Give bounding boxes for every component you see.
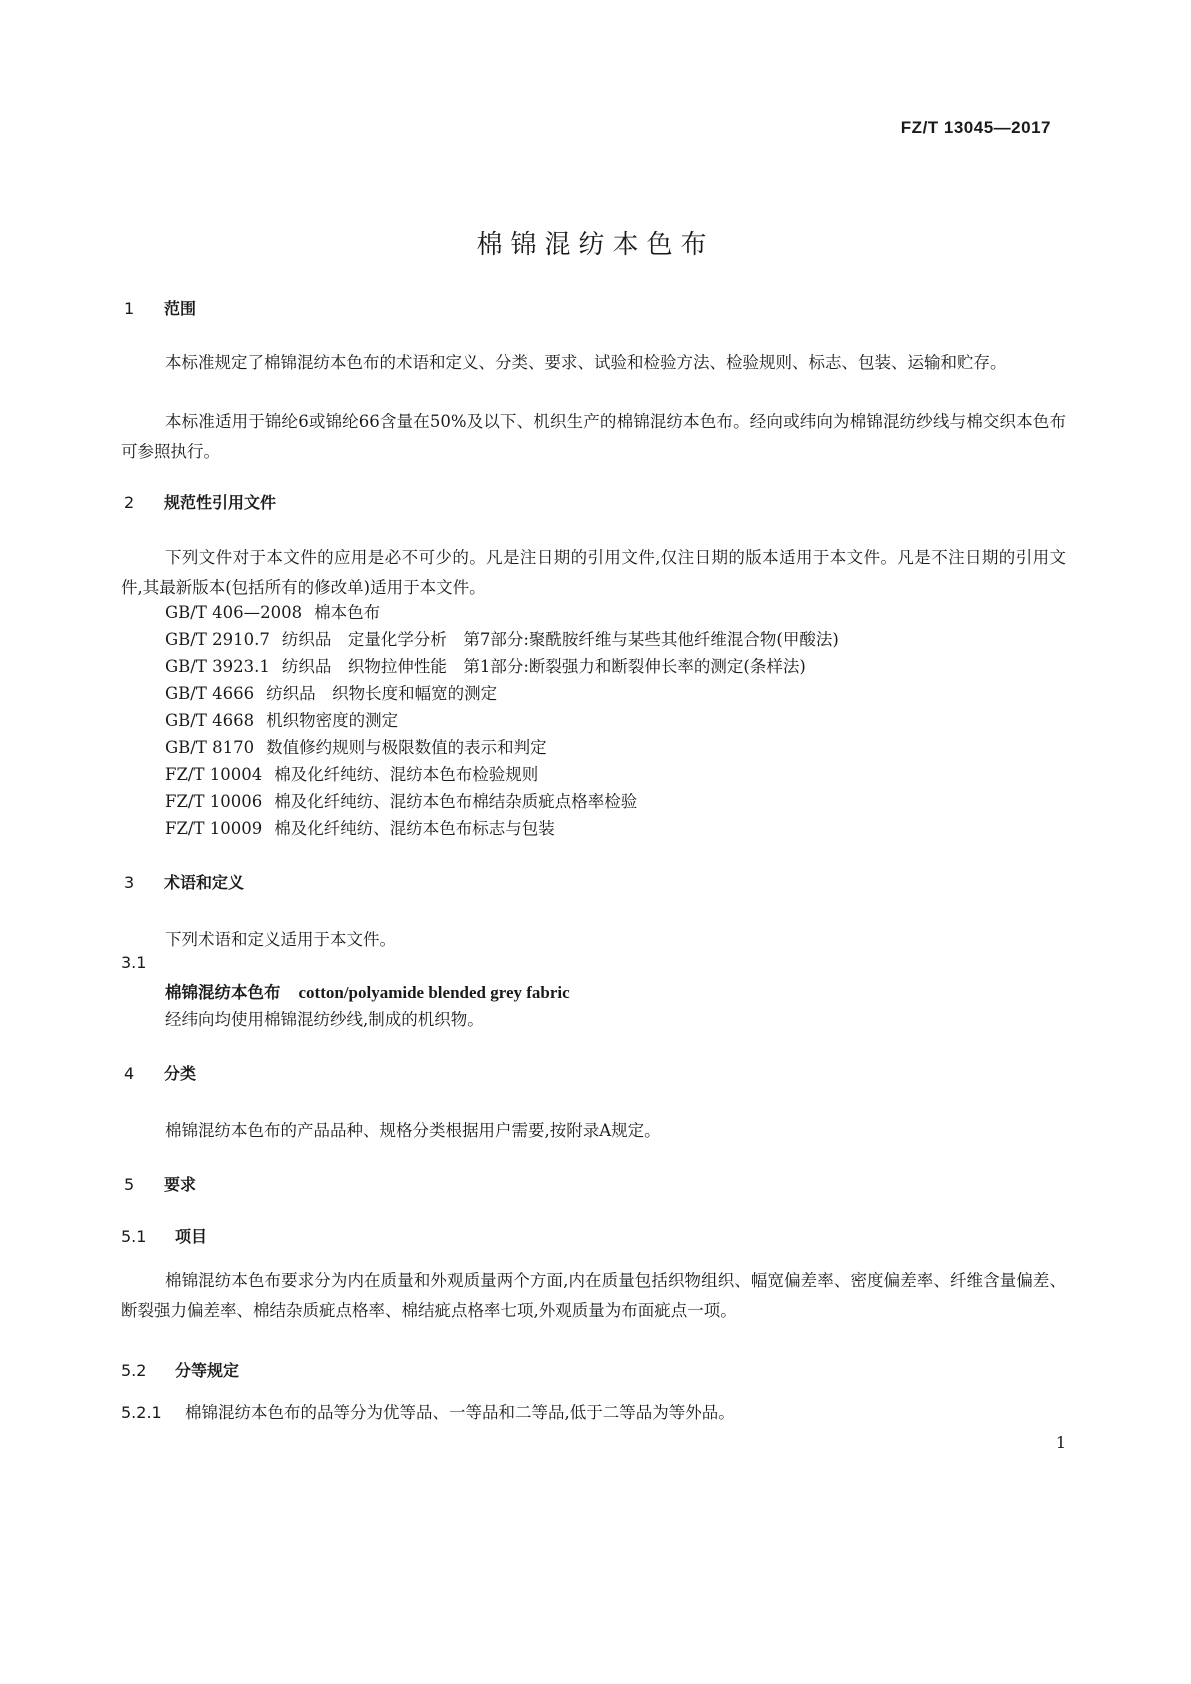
section-5-1-paragraph-1: 棉锦混纺本色布要求分为内在质量和外观质量两个方面,内在质量包括织物组织、幅宽偏差率、密度偏差率、纤维含量偏差、断裂强力偏差率、棉结杂质疵点格率、棉结疵点格率七项,外观质量为布面疵点一项。: [121, 1271, 1066, 1320]
section-3-heading: [124, 870, 244, 893]
section-title: 术语和定义: [164, 873, 245, 892]
section-title: 分类: [164, 1064, 197, 1083]
section-number: 5.2: [121, 1361, 147, 1380]
section-number: 3: [124, 873, 135, 892]
reference-code: FZ/T 10009: [165, 819, 263, 838]
clause-number: 5.2.1: [121, 1403, 162, 1422]
reference-code: GB/T 4668: [165, 711, 255, 730]
reference-title: 纺织品 织物长度和幅宽的测定: [266, 684, 498, 703]
section-2-paragraph-1: 下列文件对于本文件的应用是必不可少的。凡是注日期的引用文件,仅注日期的版本适用于本文件。凡是不注日期的引用文件,其最新版本(包括所有的修改单)适用于本文件。: [121, 548, 1066, 597]
section-2-heading: [124, 490, 276, 513]
normative-reference: [165, 653, 806, 677]
reference-title: 纺织品 织物拉伸性能 第1部分:断裂强力和断裂伸长率的测定(条样法): [281, 657, 806, 676]
section-number: 4: [124, 1064, 135, 1083]
term-entry: [165, 979, 570, 1003]
normative-reference: [165, 815, 555, 839]
section-4-paragraph-1: 棉锦混纺本色布的产品品种、规格分类根据用户需要,按附录A规定。: [165, 1121, 661, 1140]
section-title: 项目: [175, 1227, 208, 1246]
section-title: 范围: [164, 299, 197, 318]
section-5-heading: [124, 1172, 196, 1195]
section-5-2-heading: [121, 1358, 239, 1381]
section-3-paragraph-1: 下列术语和定义适用于本文件。: [165, 930, 396, 949]
normative-reference: [165, 761, 538, 785]
section-4-heading: [124, 1061, 196, 1084]
reference-title: 数值修约规则与极限数值的表示和判定: [266, 738, 547, 757]
term-number: 3.1: [121, 953, 147, 972]
section-title: 规范性引用文件: [164, 493, 277, 512]
section-1-paragraph-2: 本标准适用于锦纶6或锦纶66含量在50%及以下、机织生产的棉锦混纺本色布。经向或纬向为棉锦混纺纱线与棉交织本色布可参照执行。: [121, 412, 1066, 461]
reference-code: FZ/T 10006: [165, 792, 263, 811]
term-name: 棉锦混纺本色布: [165, 983, 281, 1002]
reference-title: 棉及化纤纯纺、混纺本色布检验规则: [274, 765, 539, 784]
normative-reference: [165, 734, 547, 758]
section-1-paragraph-1: 本标准规定了棉锦混纺本色布的术语和定义、分类、要求、试验和检验方法、检验规则、标志、包装、运输和贮存。: [165, 353, 1007, 372]
standard-code: FZ/T 13045—2017: [900, 118, 1051, 137]
clause-text: 棉锦混纺本色布的品等分为优等品、一等品和二等品,低于二等品为等外品。: [185, 1403, 735, 1422]
section-number: 5.1: [121, 1227, 147, 1246]
section-number: 1: [124, 299, 135, 318]
normative-reference: [165, 788, 637, 812]
reference-title: 纺织品 定量化学分析 第7部分:聚酰胺纤维与某些其他纤维混合物(甲酸法): [281, 630, 839, 649]
reference-code: GB/T 3923.1: [165, 657, 270, 676]
reference-code: GB/T 406—2008: [165, 603, 303, 622]
term-definition: 经纬向均使用棉锦混纺纱线,制成的机织物。: [165, 1010, 484, 1029]
section-number: 5: [124, 1175, 135, 1194]
reference-code: GB/T 4666: [165, 684, 255, 703]
section-5-2-1: [121, 1399, 735, 1423]
reference-code: GB/T 2910.7: [165, 630, 270, 649]
reference-code: FZ/T 10004: [165, 765, 263, 784]
reference-code: GB/T 8170: [165, 738, 255, 757]
reference-title: 棉本色布: [314, 603, 381, 622]
section-1-heading: [124, 296, 196, 319]
section-title: 分等规定: [175, 1361, 240, 1380]
normative-reference: [165, 626, 839, 650]
reference-title: 机织物密度的测定: [266, 711, 399, 730]
normative-reference: [165, 680, 497, 704]
reference-title: 棉及化纤纯纺、混纺本色布棉结杂质疵点格率检验: [274, 792, 638, 811]
page-number: 1: [1055, 1433, 1066, 1452]
normative-reference: [165, 707, 398, 731]
term-english: cotton/polyamide blended grey fabric: [298, 983, 570, 1002]
reference-title: 棉及化纤纯纺、混纺本色布标志与包装: [274, 819, 555, 838]
section-title: 要求: [164, 1175, 197, 1194]
document-title: 棉锦混纺本色布: [476, 230, 715, 260]
section-number: 2: [124, 493, 135, 512]
normative-reference: [165, 599, 380, 623]
section-5-1-heading: [121, 1224, 207, 1247]
